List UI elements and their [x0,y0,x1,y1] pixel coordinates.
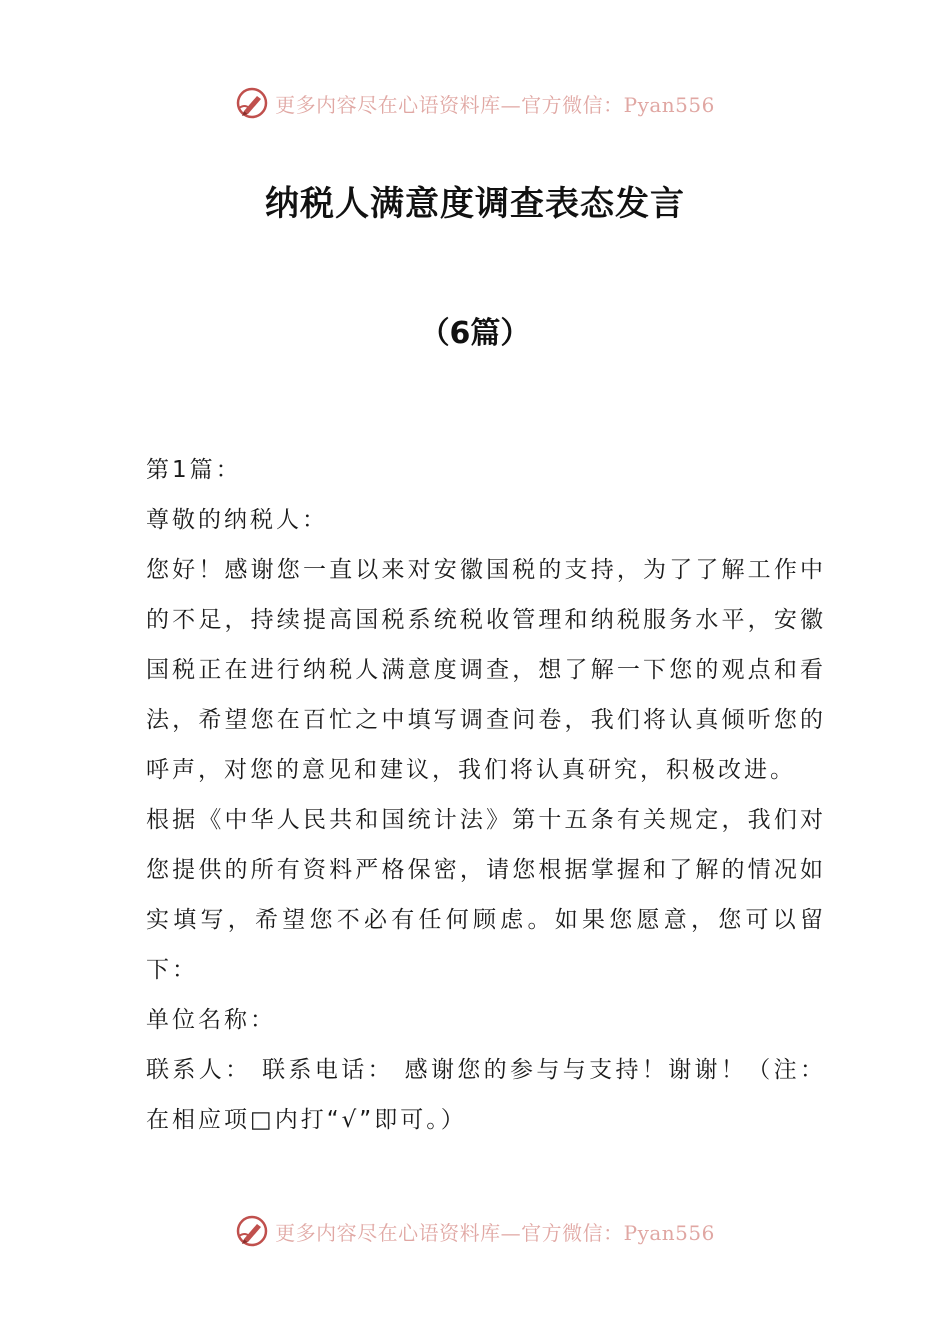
footer-banner [0,1208,950,1254]
section-heading: 第1篇： [146,457,242,483]
banner-text: 更多内容尽在心语资料库—官方微信：Pyan556 [275,1220,715,1245]
document-body [146,445,826,1145]
paragraph: 单位名称： [146,1007,276,1033]
banner-text: 更多内容尽在心语资料库—官方微信：Pyan556 [275,92,715,117]
page-title: 纳税人满意度调查表态发言 [265,184,685,224]
pen-logo-icon [235,1214,269,1248]
paragraph: 根据《中华人民共和国统计法》第十五条有关规定，我们对您提供的所有资料严格保密，请您根据掌握和了解的情况如实填写，希望您不必有任何顾虑。如果您愿意，您可以留下： [146,807,826,983]
paragraph: 您好！感谢您一直以来对安徽国税的支持，为了了解工作中的不足，持续提高国税系统税收管理和纳税服务水平，安徽国税正在进行纳税人满意度调查，想了解一下您的观点和看法，希望您在百忙之中填写调查问卷，我们将认真倾听您的呼声，对您的意见和建议，我们将认真研究，积极改进。 [146,557,826,783]
paragraph: 联系人： 联系电话： 感谢您的参与与支持！谢谢！（注：在相应项□内打“√”即可。） [146,1057,826,1133]
page-subtitle: （6篇） [419,316,531,351]
salutation: 尊敬的纳税人： [146,507,328,533]
header-banner [0,80,950,126]
pen-logo-icon [235,86,269,120]
